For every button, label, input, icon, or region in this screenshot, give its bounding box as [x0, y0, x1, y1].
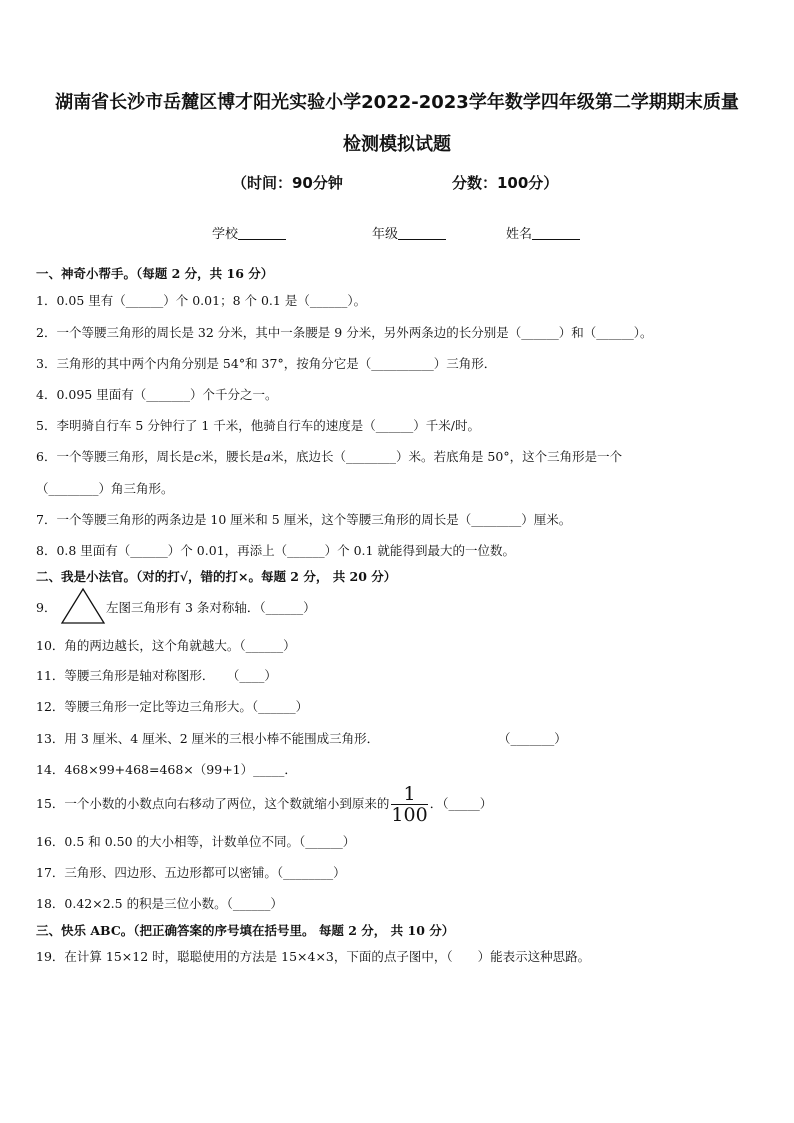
question-9-number: 9．: [36, 600, 57, 615]
question-13-blank: （_______）: [498, 731, 567, 746]
question-18: 18．0.42×2.5 的积是三位小数。（______）: [36, 896, 283, 911]
question-7: 7．一个等腰三角形的两条边是 10 厘米和 5 厘米，这个等腰三角形的周长是（________）厘米。: [36, 512, 572, 527]
fraction-numerator: 1: [391, 784, 427, 805]
question-6-line-2: （________）角三角形。: [36, 481, 174, 496]
question-16: 16．0.5 和 0.50 的大小相等，计数单位不同。（______）: [36, 834, 356, 849]
fraction-one-hundredth: [391, 784, 427, 825]
exam-title-line1: 湖南省长沙市岳麓区博才阳光实验小学2022-2023学年数学四年级第二学期期末质量: [55, 92, 739, 113]
variable-c: c: [193, 449, 201, 464]
fraction-denominator: 100: [391, 804, 428, 826]
section-2-heading: 二、我是小法官。（对的打√，错的打×。每题 2 分， 共 20 分）: [36, 569, 397, 584]
question-15-part-b: ．（_____）: [429, 796, 493, 811]
question-4: 4．0.095 里面有（_______）个千分之一。: [36, 387, 278, 402]
name-field: [506, 223, 580, 242]
variable-a: a: [263, 449, 271, 464]
school-label: 学校: [212, 227, 239, 242]
question-15-part-a: 15．一个小数的小数点向右移动了两位，这个数就缩小到原来的: [36, 796, 390, 811]
question-5: 5．李明骑自行车 5 分钟行了 1 千米，他骑自行车的速度是（______）千米/时。: [36, 418, 480, 433]
name-blank: [532, 227, 580, 240]
question-11: 11．等腰三角形是轴对称图形． （____）: [36, 668, 277, 683]
school-field: [212, 223, 286, 242]
section-1-heading: 一、神奇小帮手。（每题 2 分，共 16 分）: [36, 266, 274, 281]
exam-title-line2: 检测模拟试题: [343, 134, 451, 155]
question-19: 19．在计算 15×12 时，聪聪使用的方法是 15×4×3，下面的点子图中，（ ）能表示这种思路。: [36, 949, 591, 964]
time-limit: （时间：90分钟: [232, 174, 343, 192]
question-10: 10．角的两边越长，这个角就越大。（______）: [36, 638, 296, 653]
school-blank: [238, 227, 286, 240]
question-6: [36, 447, 622, 465]
section-3-heading: 三、快乐 ABC。（把正确答案的序号填在括号里。 每题 2 分， 共 10 分）: [36, 923, 455, 938]
question-17: 17．三角形、四边形、五边形都可以密铺。（________）: [36, 865, 346, 880]
question-8: 8．0.8 里面有（______）个 0.01，再添上（______）个 0.1 就能得到最大的一位数。: [36, 543, 515, 558]
triangle-figure: [60, 587, 106, 625]
question-14: 14．468×99+468=468×（99+1）_____．: [36, 762, 297, 777]
question-1: 1．0.05 里有（______）个 0.01；8 个 0.1 是（______）。: [36, 293, 367, 308]
question-15: [36, 784, 492, 825]
name-label: 姓名: [506, 227, 533, 242]
question-6-part-c: 米，底边长（________）米。若底角是 50°，这个三角形是一个: [270, 449, 623, 464]
question-13: 13．用 3 厘米、4 厘米、2 厘米的三根小棒不能围成三角形．: [36, 731, 380, 746]
question-6-part-b: 米，腰长是: [200, 449, 264, 464]
question-6-part-a: 6．一个等腰三角形，周长是: [36, 449, 194, 464]
question-9: 左图三角形有 3 条对称轴．（______）: [106, 600, 316, 615]
question-12: 12．等腰三角形一定比等边三角形大。（______）: [36, 699, 309, 714]
total-score: 分数：100分）: [452, 174, 559, 192]
grade-label: 年级: [372, 227, 399, 242]
grade-field: [372, 223, 446, 242]
question-2: 2．一个等腰三角形的周长是 32 分米，其中一条腰是 9 分米，另外两条边的长分别是（______）和（______）。: [36, 325, 653, 340]
grade-blank: [398, 227, 446, 240]
question-3: 3．三角形的其中两个内角分别是 54°和 37°，按角分它是（__________）三角形．: [36, 356, 497, 371]
